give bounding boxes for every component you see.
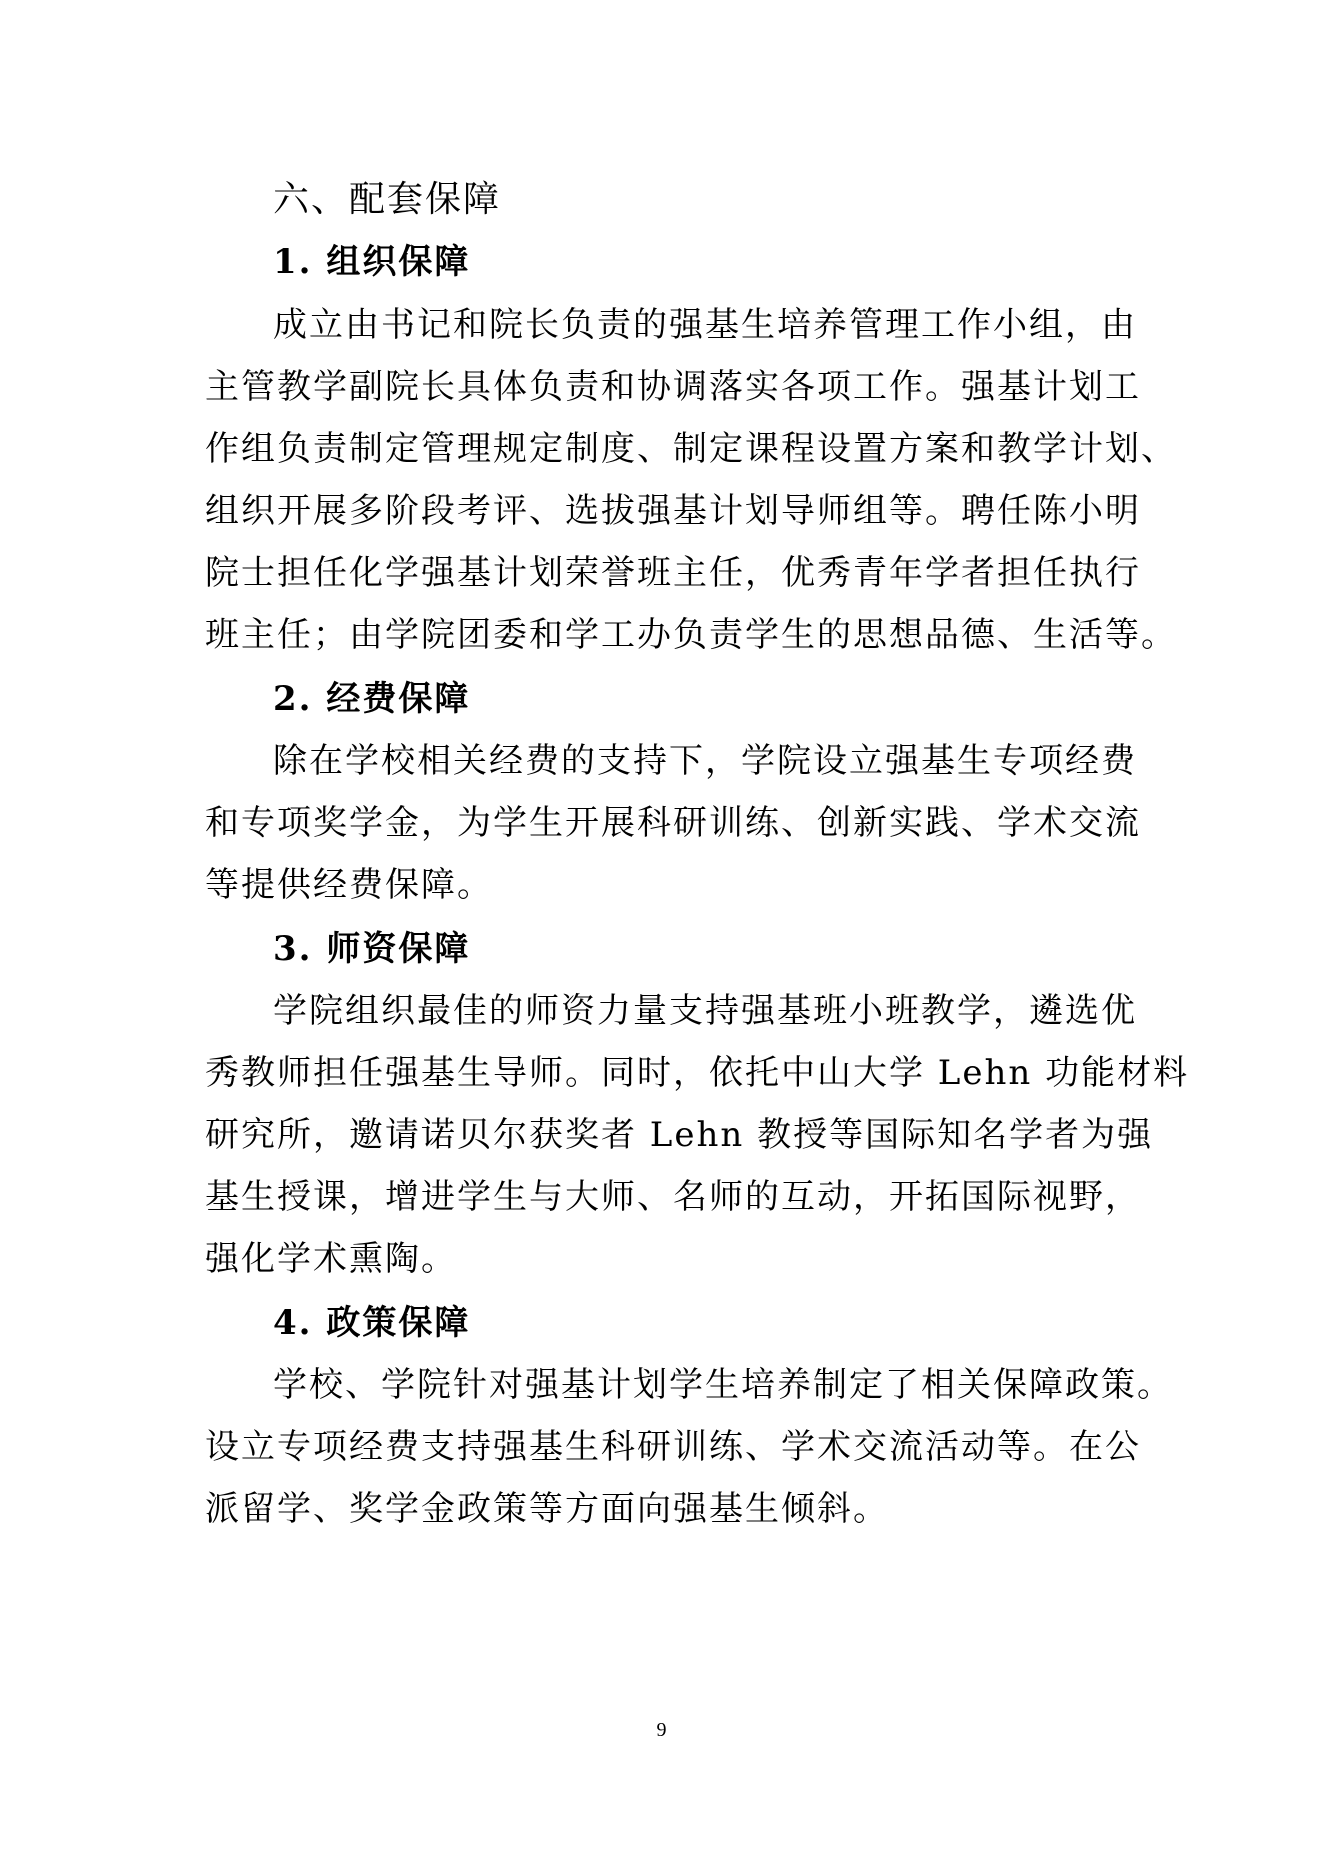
paragraph-line: 基生授课，增进学生与大师、名师的互动，开拓国际视野，: [205, 1177, 1141, 1217]
paragraph-line: 作组负责制定管理规定制度、制定课程设置方案和教学计划、: [205, 429, 1177, 469]
paragraph-line: 设立专项经费支持强基生科研训练、学术交流活动等。在公: [205, 1427, 1141, 1467]
subheading-organization: 1. 组织保障: [273, 242, 471, 282]
section-title: 六、配套保障: [273, 179, 502, 220]
subheading-policy: 4. 政策保障: [273, 1303, 471, 1343]
page-number: 9: [656, 1719, 667, 1741]
paragraph-line: 强化学术熏陶。: [205, 1239, 457, 1279]
paragraph-line: 派留学、奖学金政策等方面向强基生倾斜。: [205, 1489, 889, 1529]
paragraph-line: 成立由书记和院长负责的强基生培养管理工作小组，由: [273, 305, 1137, 345]
paragraph-line: 研究所，邀请诺贝尔获奖者 Lehn 教授等国际知名学者为强: [205, 1115, 1154, 1155]
paragraph-line: 组织开展多阶段考评、选拔强基计划导师组等。聘任陈小明: [205, 491, 1141, 531]
paragraph-line: 学校、学院针对强基计划学生培养制定了相关保障政策。: [273, 1365, 1173, 1405]
paragraph-line: 秀教师担任强基生导师。同时，依托中山大学 Lehn 功能材料: [205, 1053, 1190, 1093]
paragraph-line: 等提供经费保障。: [205, 865, 493, 905]
paragraph-line: 主管教学副院长具体负责和协调落实各项工作。强基计划工: [205, 367, 1141, 407]
paragraph-line: 班主任；由学院团委和学工办负责学生的思想品德、生活等。: [205, 615, 1177, 655]
paragraph-line: 学院组织最佳的师资力量支持强基班小班教学，遴选优: [273, 991, 1137, 1031]
paragraph-line: 和专项奖学金，为学生开展科研训练、创新实践、学术交流: [205, 803, 1141, 843]
paragraph-line: 除在学校相关经费的支持下，学院设立强基生专项经费: [273, 741, 1137, 781]
subheading-funding: 2. 经费保障: [273, 679, 471, 719]
paragraph-line: 院士担任化学强基计划荣誉班主任，优秀青年学者担任执行: [205, 553, 1141, 593]
subheading-faculty: 3. 师资保障: [273, 929, 471, 969]
